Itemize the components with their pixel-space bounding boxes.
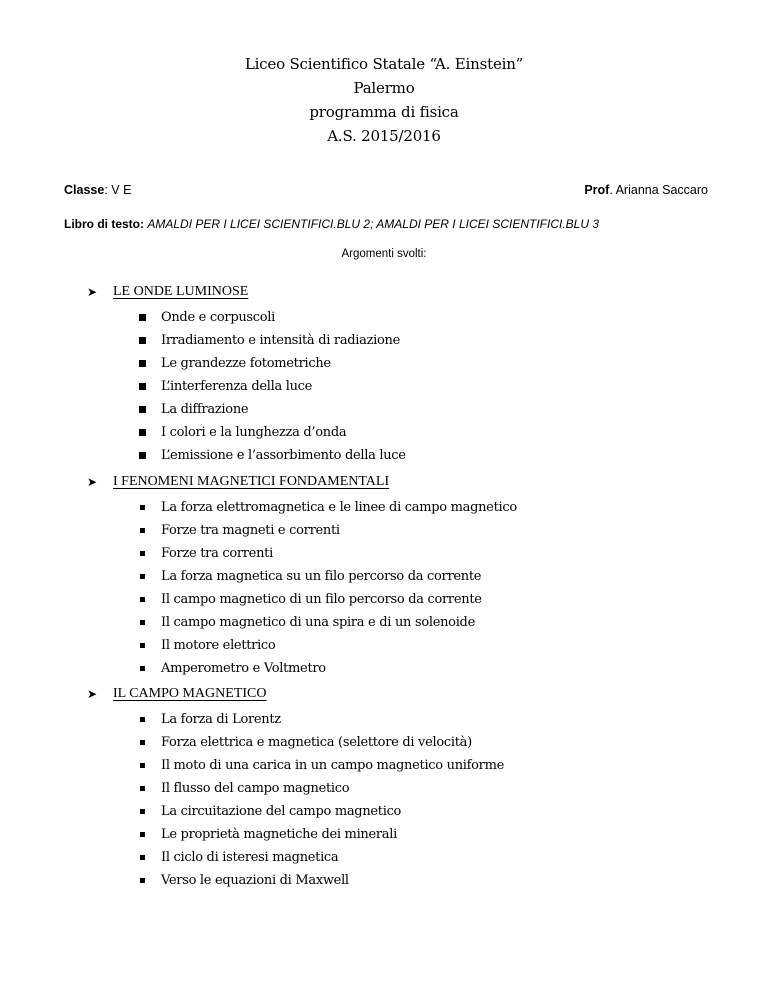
square-bullet-icon bbox=[140, 740, 145, 745]
city-name: Palermo bbox=[353, 79, 415, 97]
list-item bbox=[87, 754, 504, 777]
list-item bbox=[87, 542, 517, 565]
class-info bbox=[64, 183, 131, 197]
square-bullet-icon bbox=[139, 337, 146, 344]
list-item bbox=[87, 565, 517, 588]
arrow-bullet-icon: ➤ bbox=[87, 285, 98, 299]
class-label: Classe bbox=[64, 183, 105, 197]
textbook-value: AMALDI PER I LICEI SCIENTIFICI.BLU 2; AMALDI PER I LICEI SCIENTIFICI.BLU 3 bbox=[147, 217, 600, 231]
topic-list bbox=[87, 496, 517, 680]
list-item bbox=[87, 306, 406, 329]
school-name: Liceo Scientifico Statale “A. Einstein” bbox=[244, 55, 524, 73]
list-item bbox=[87, 634, 517, 657]
professor-name: . Arianna Saccaro bbox=[609, 183, 708, 197]
list-item bbox=[87, 519, 517, 542]
square-bullet-icon bbox=[140, 505, 145, 510]
topic-list bbox=[87, 306, 406, 467]
square-bullet-icon bbox=[140, 855, 145, 860]
section-title: I FENOMENI MAGNETICI FONDAMENTALI bbox=[113, 474, 390, 489]
section-title: LE ONDE LUMINOSE bbox=[113, 284, 249, 299]
square-bullet-icon bbox=[139, 452, 146, 459]
square-bullet-icon bbox=[139, 383, 146, 390]
topic-text: Il ciclo di isteresi magnetica bbox=[161, 850, 339, 865]
textbook-line bbox=[64, 217, 744, 231]
topic-text: Le grandezze fotometriche bbox=[161, 356, 331, 371]
list-item bbox=[87, 846, 504, 869]
topic-list bbox=[87, 708, 504, 892]
section-heading bbox=[87, 284, 406, 306]
square-bullet-icon bbox=[140, 786, 145, 791]
list-item bbox=[87, 657, 517, 680]
section-campo-magnetico bbox=[87, 686, 504, 892]
list-item bbox=[87, 777, 504, 800]
list-item bbox=[87, 800, 504, 823]
square-bullet-icon bbox=[140, 574, 145, 579]
square-bullet-icon bbox=[139, 360, 146, 367]
list-item bbox=[87, 329, 406, 352]
arrow-bullet-icon: ➤ bbox=[87, 687, 98, 701]
square-bullet-icon bbox=[139, 406, 146, 413]
square-bullet-icon bbox=[140, 763, 145, 768]
topic-text: Amperometro e Voltmetro bbox=[161, 661, 326, 676]
topic-text: I colori e la lunghezza d’onda bbox=[161, 425, 347, 440]
square-bullet-icon bbox=[139, 429, 146, 436]
square-bullet-icon bbox=[140, 643, 145, 648]
list-item bbox=[87, 588, 517, 611]
square-bullet-icon bbox=[140, 809, 145, 814]
topic-text: La forza di Lorentz bbox=[161, 712, 281, 727]
section-fenomeni-magnetici bbox=[87, 474, 517, 680]
square-bullet-icon bbox=[140, 597, 145, 602]
school-year: A.S. 2015/2016 bbox=[327, 127, 441, 145]
meta-row bbox=[64, 183, 708, 201]
topic-text: Forze tra correnti bbox=[161, 546, 273, 561]
list-item bbox=[87, 444, 406, 467]
professor-label: Prof bbox=[584, 183, 610, 197]
list-item bbox=[87, 421, 406, 444]
document-header bbox=[0, 52, 768, 148]
topic-text: Il campo magnetico di una spira e di un solenoide bbox=[161, 615, 475, 630]
topic-text: Irradiamento e intensità di radiazione bbox=[161, 333, 401, 348]
topics-subtitle: Argomenti svolti: bbox=[341, 248, 427, 260]
section-title: IL CAMPO MAGNETICO bbox=[113, 686, 267, 701]
topic-text: Onde e corpuscoli bbox=[161, 310, 276, 325]
square-bullet-icon bbox=[140, 717, 145, 722]
list-item bbox=[87, 398, 406, 421]
class-value: : V E bbox=[104, 183, 132, 197]
topic-text: La diffrazione bbox=[161, 402, 249, 417]
list-item bbox=[87, 708, 504, 731]
topic-text: La circuitazione del campo magnetico bbox=[161, 804, 402, 819]
topic-text: La forza elettromagnetica e le linee di campo magnetico bbox=[161, 500, 517, 515]
square-bullet-icon bbox=[140, 832, 145, 837]
section-heading bbox=[87, 686, 504, 708]
square-bullet-icon bbox=[140, 878, 145, 883]
list-item bbox=[87, 869, 504, 892]
square-bullet-icon bbox=[140, 666, 145, 671]
textbook-label: Libro di testo: bbox=[64, 217, 144, 231]
square-bullet-icon bbox=[140, 620, 145, 625]
list-item bbox=[87, 496, 517, 519]
square-bullet-icon bbox=[140, 551, 145, 556]
section-onde-luminose bbox=[87, 284, 406, 467]
list-item bbox=[87, 375, 406, 398]
topic-text: La forza magnetica su un filo percorso da corrente bbox=[161, 569, 482, 584]
topic-text: L’emissione e l’assorbimento della luce bbox=[161, 448, 406, 463]
square-bullet-icon bbox=[139, 314, 146, 321]
arrow-bullet-icon: ➤ bbox=[87, 475, 98, 489]
topic-text: Il flusso del campo magnetico bbox=[161, 781, 350, 796]
topic-text: Forze tra magneti e correnti bbox=[161, 523, 340, 538]
square-bullet-icon bbox=[140, 528, 145, 533]
topic-text: Il campo magnetico di un filo percorso da corrente bbox=[161, 592, 482, 607]
list-item bbox=[87, 352, 406, 375]
list-item bbox=[87, 731, 504, 754]
topic-text: L’interferenza della luce bbox=[161, 379, 313, 394]
section-heading bbox=[87, 474, 517, 496]
topic-text: Le proprietà magnetiche dei minerali bbox=[161, 827, 397, 842]
topic-text: Il moto di una carica in un campo magnetico uniforme bbox=[161, 758, 505, 773]
list-item bbox=[87, 823, 504, 846]
professor-info bbox=[584, 183, 708, 197]
list-item bbox=[87, 611, 517, 634]
topic-text: Il motore elettrico bbox=[161, 638, 276, 653]
topic-text: Forza elettrica e magnetica (selettore di velocità) bbox=[161, 735, 472, 750]
program-title: programma di fisica bbox=[309, 103, 459, 121]
topic-text: Verso le equazioni di Maxwell bbox=[161, 873, 349, 888]
